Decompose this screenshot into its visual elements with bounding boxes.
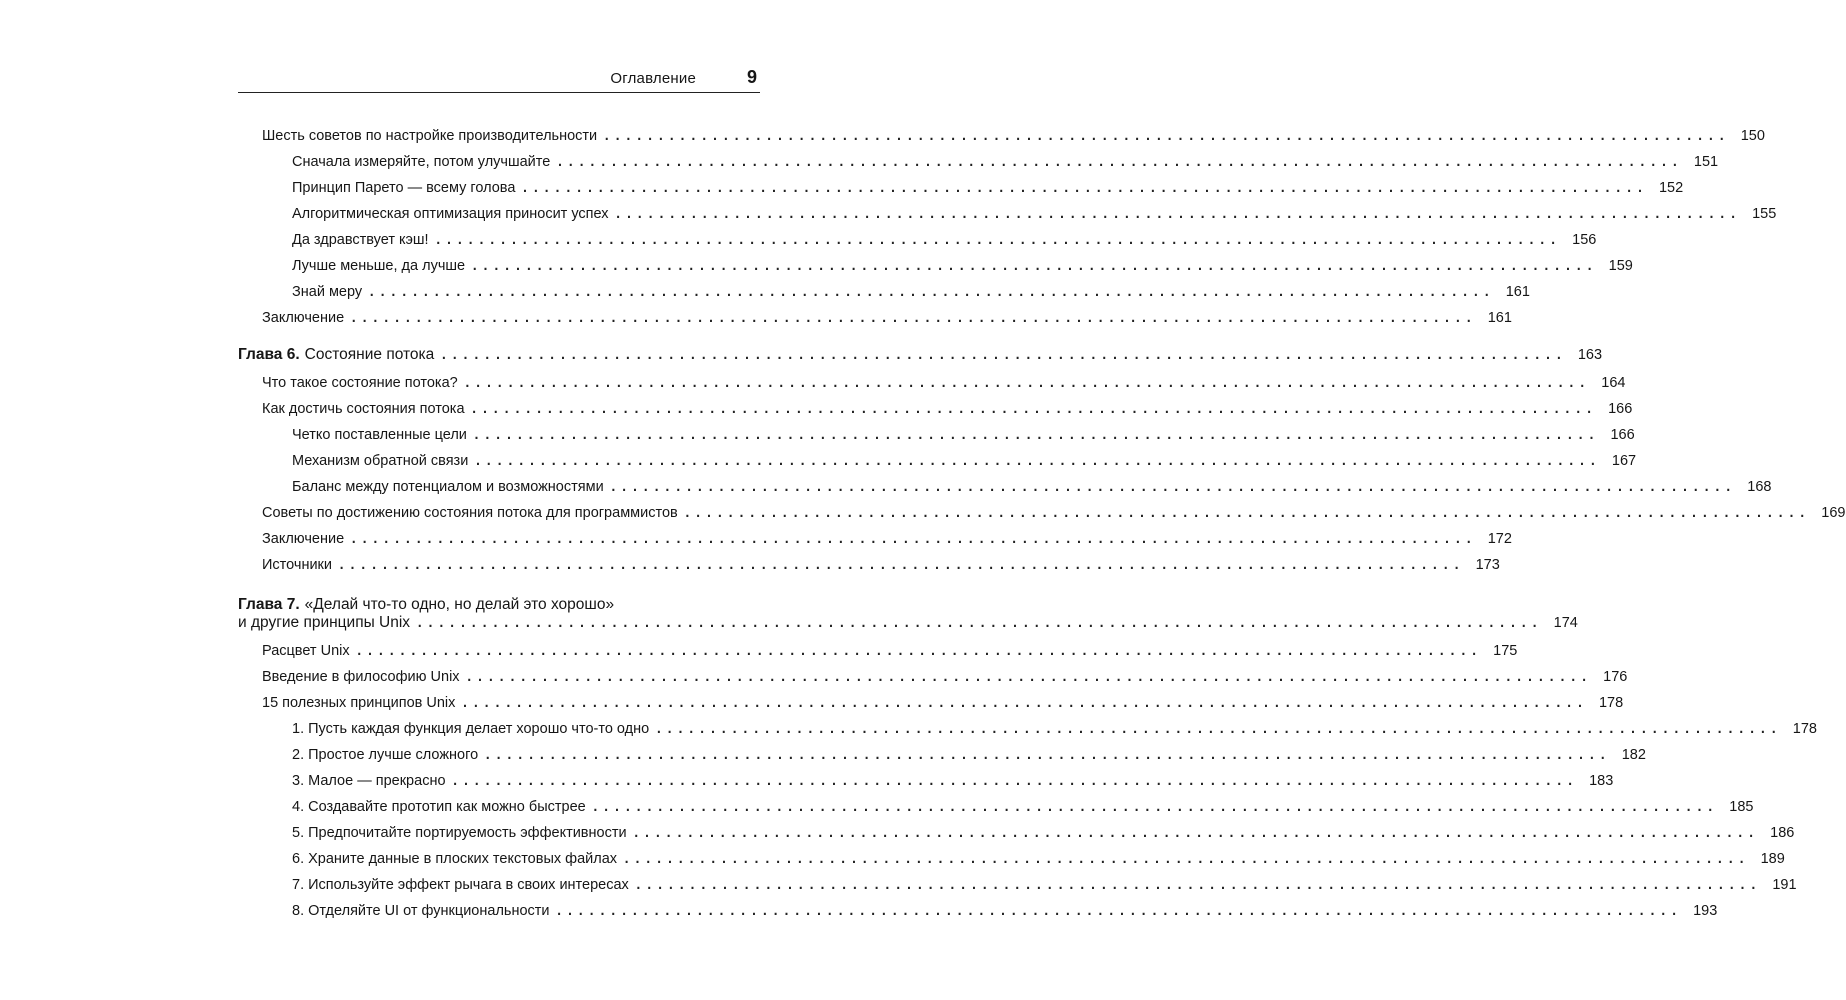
- leader-dots: ........................................................................................................: [591, 800, 1718, 814]
- toc-entry: [0, 796, 1754, 818]
- leader-dots: ........................................................................................................: [655, 722, 1781, 736]
- toc-entry-text: Да здравствует кэш!: [292, 232, 429, 248]
- toc-entry-page: 172: [1487, 531, 1512, 547]
- leader-dots: ........................................................................................................: [463, 376, 1590, 390]
- toc-entry-page: 189: [1760, 851, 1785, 867]
- toc-entry: [0, 372, 1626, 394]
- leader-dots: ........................................................................................................: [484, 748, 1610, 762]
- chapter-page: 163: [1577, 347, 1603, 363]
- toc-entry-text: Шесть советов по настройке производительности: [262, 128, 598, 144]
- toc-entry-text: Знай меру: [292, 284, 363, 300]
- toc-entry: [0, 424, 1635, 446]
- toc-entry-text: Источники: [262, 557, 333, 573]
- toc-entry: [0, 744, 1646, 766]
- header-title: Оглавление: [610, 70, 696, 87]
- toc-entry-text: Советы по достижению состояния потока для программистов: [262, 505, 678, 521]
- toc-entry: [0, 848, 1785, 870]
- toc-entry: [0, 398, 1633, 420]
- leader-dots: ........................................................................................................: [683, 506, 1810, 520]
- toc-entry-page: 166: [1608, 401, 1633, 417]
- toc-entry-text: 1. Пусть каждая функция делает хорошо что-то одно: [292, 721, 650, 737]
- leader-dots: ........................................................................................................: [609, 480, 1736, 494]
- toc-entry-text: 6. Храните данные в плоских текстовых файлах: [292, 851, 618, 867]
- toc-entry-page: 151: [1693, 154, 1719, 170]
- toc-entry: [0, 554, 1500, 576]
- leader-dots: ........................................................................................................: [474, 454, 1601, 468]
- leader-dots: ........................................................................................................: [338, 558, 1464, 572]
- leader-dots: ........................................................................................................: [355, 644, 1482, 658]
- leader-dots: ........................................................................................................: [555, 904, 1682, 918]
- toc-entry-text: Лучше меньше, да лучше: [292, 258, 466, 274]
- toc-entry: [0, 692, 1624, 714]
- toc-entry-page: 166: [1610, 427, 1635, 443]
- leader-dots: ........................................................................................................: [434, 233, 1561, 247]
- leader-dots: ........................................................................................................: [461, 696, 1588, 710]
- toc-entry: [0, 281, 1530, 303]
- toc-entry-page: 176: [1603, 669, 1628, 685]
- toc-entry-page: 178: [1598, 695, 1624, 711]
- toc-entry-text: Как достичь состояния потока: [262, 401, 465, 417]
- toc-entry-text: Баланс между потенциалом и возможностями: [292, 479, 604, 495]
- toc-entry: [0, 125, 1765, 147]
- toc-entry-page: 173: [1475, 557, 1500, 573]
- leader-dots: ........................................................................................................: [465, 670, 1592, 684]
- toc-entry-text: Расцвет Unix: [262, 643, 350, 659]
- toc-entry-text: Четко поставленные цели: [292, 427, 467, 443]
- toc-entry-page: 191: [1772, 877, 1797, 893]
- toc-entry: [0, 203, 1777, 225]
- leader-dots: ........................................................................................................: [440, 348, 1567, 362]
- toc-entry: [0, 770, 1614, 792]
- leader-dots: ........................................................................................................: [614, 207, 1741, 221]
- toc-entry: [0, 874, 1797, 896]
- toc-entry: [0, 307, 1512, 329]
- toc-entry: [0, 177, 1684, 199]
- leader-dots: ........................................................................................................: [470, 402, 1597, 416]
- leader-dots: ........................................................................................................: [623, 852, 1749, 866]
- toc-entry-text: Введение в философию Unix: [262, 669, 460, 685]
- leader-dots: ........................................................................................................: [472, 428, 1599, 442]
- leader-dots: ........................................................................................................: [451, 774, 1578, 788]
- chapter-title-line2: и другие принципы Unix: [238, 614, 411, 631]
- toc-entry-text: 4. Создавайте прототип как можно быстрее: [292, 799, 586, 815]
- toc-entry: [0, 229, 1597, 251]
- toc-entry-page: 185: [1729, 799, 1754, 815]
- leader-dots: ........................................................................................................: [471, 259, 1597, 273]
- chapter-heading: [238, 344, 440, 366]
- toc-entry-page: 168: [1747, 479, 1772, 495]
- toc-entry: [0, 151, 1719, 173]
- header-page-number: 9: [746, 67, 757, 87]
- toc-entry: [0, 822, 1795, 844]
- toc-entry-text: Механизм обратной связи: [292, 453, 469, 469]
- chapter-label: Глава 7.: [238, 596, 300, 613]
- chapter-entry: [0, 612, 1578, 634]
- toc-entry-text: 8. Отделяйте UI от функциональности: [292, 903, 550, 919]
- toc-entry-page: 161: [1505, 284, 1530, 300]
- toc-entry: [0, 900, 1718, 922]
- leader-dots: ........................................................................................................: [416, 616, 1542, 630]
- toc-entry: [0, 502, 1846, 524]
- toc-entry-page: 156: [1572, 232, 1597, 248]
- toc-entry: [0, 476, 1772, 498]
- toc-entry-text: Что такое состояние потока?: [262, 375, 458, 391]
- chapter-title-line1: «Делай что-то одно, но делай это хорошо»: [304, 596, 615, 613]
- toc-entry-text: 5. Предпочитайте портируемость эффективности: [292, 825, 627, 841]
- leader-dots: ........................................................................................................: [634, 878, 1761, 892]
- toc-entry: [0, 255, 1633, 277]
- chapter-entry: [0, 344, 1603, 366]
- toc-entry-text: Сначала измеряйте, потом улучшайте: [292, 154, 551, 170]
- chapter-page: 174: [1553, 615, 1578, 631]
- toc-entry-page: 169: [1821, 505, 1846, 521]
- toc-entry-page: 186: [1770, 825, 1795, 841]
- toc-entry: [0, 640, 1518, 662]
- toc-entry-text: Алгоритмическая оптимизация приносит успех: [292, 206, 609, 222]
- leader-dots: ........................................................................................................: [350, 311, 1476, 325]
- toc-entry-page: 175: [1493, 643, 1518, 659]
- toc-entry-page: 167: [1611, 453, 1637, 469]
- toc-entry-text: 3. Малое — прекрасно: [292, 773, 446, 789]
- toc-entry-page: 178: [1792, 721, 1817, 737]
- toc-entry-text: 2. Простое лучше сложного: [292, 747, 479, 763]
- leader-dots: ........................................................................................................: [556, 155, 1683, 169]
- toc-entry-text: Заключение: [262, 531, 345, 547]
- chapter-title: Состояние потока: [304, 346, 435, 363]
- toc-entry-page: 155: [1752, 206, 1777, 222]
- toc-entry: [0, 718, 1817, 740]
- toc-entry-page: 164: [1601, 375, 1626, 391]
- leader-dots: ........................................................................................................: [368, 285, 1494, 299]
- toc-entry-page: 182: [1621, 747, 1646, 763]
- toc-entry-text: Принцип Парето — всему голова: [292, 180, 516, 196]
- toc-entry-page: 152: [1658, 180, 1684, 196]
- toc-entry-page: 183: [1589, 773, 1614, 789]
- chapter-label: Глава 6.: [238, 346, 300, 363]
- leader-dots: ........................................................................................................: [632, 826, 1759, 840]
- leader-dots: ........................................................................................................: [350, 532, 1476, 546]
- leader-dots: ........................................................................................................: [521, 181, 1648, 195]
- toc-entry-page: 161: [1487, 310, 1512, 326]
- toc-entry-page: 159: [1608, 258, 1633, 274]
- toc-entry-text: Заключение: [262, 310, 345, 326]
- toc-entry-page: 150: [1740, 128, 1765, 144]
- leader-dots: ........................................................................................................: [603, 129, 1729, 143]
- toc-entry: [0, 666, 1628, 688]
- toc-entry: [0, 528, 1512, 550]
- toc-entry-text: 7. Используйте эффект рычага в своих интересах: [292, 877, 629, 893]
- toc-entry-page: 193: [1693, 903, 1718, 919]
- toc-entry-text: 15 полезных принципов Unix: [262, 695, 456, 711]
- toc-entry: [0, 450, 1637, 472]
